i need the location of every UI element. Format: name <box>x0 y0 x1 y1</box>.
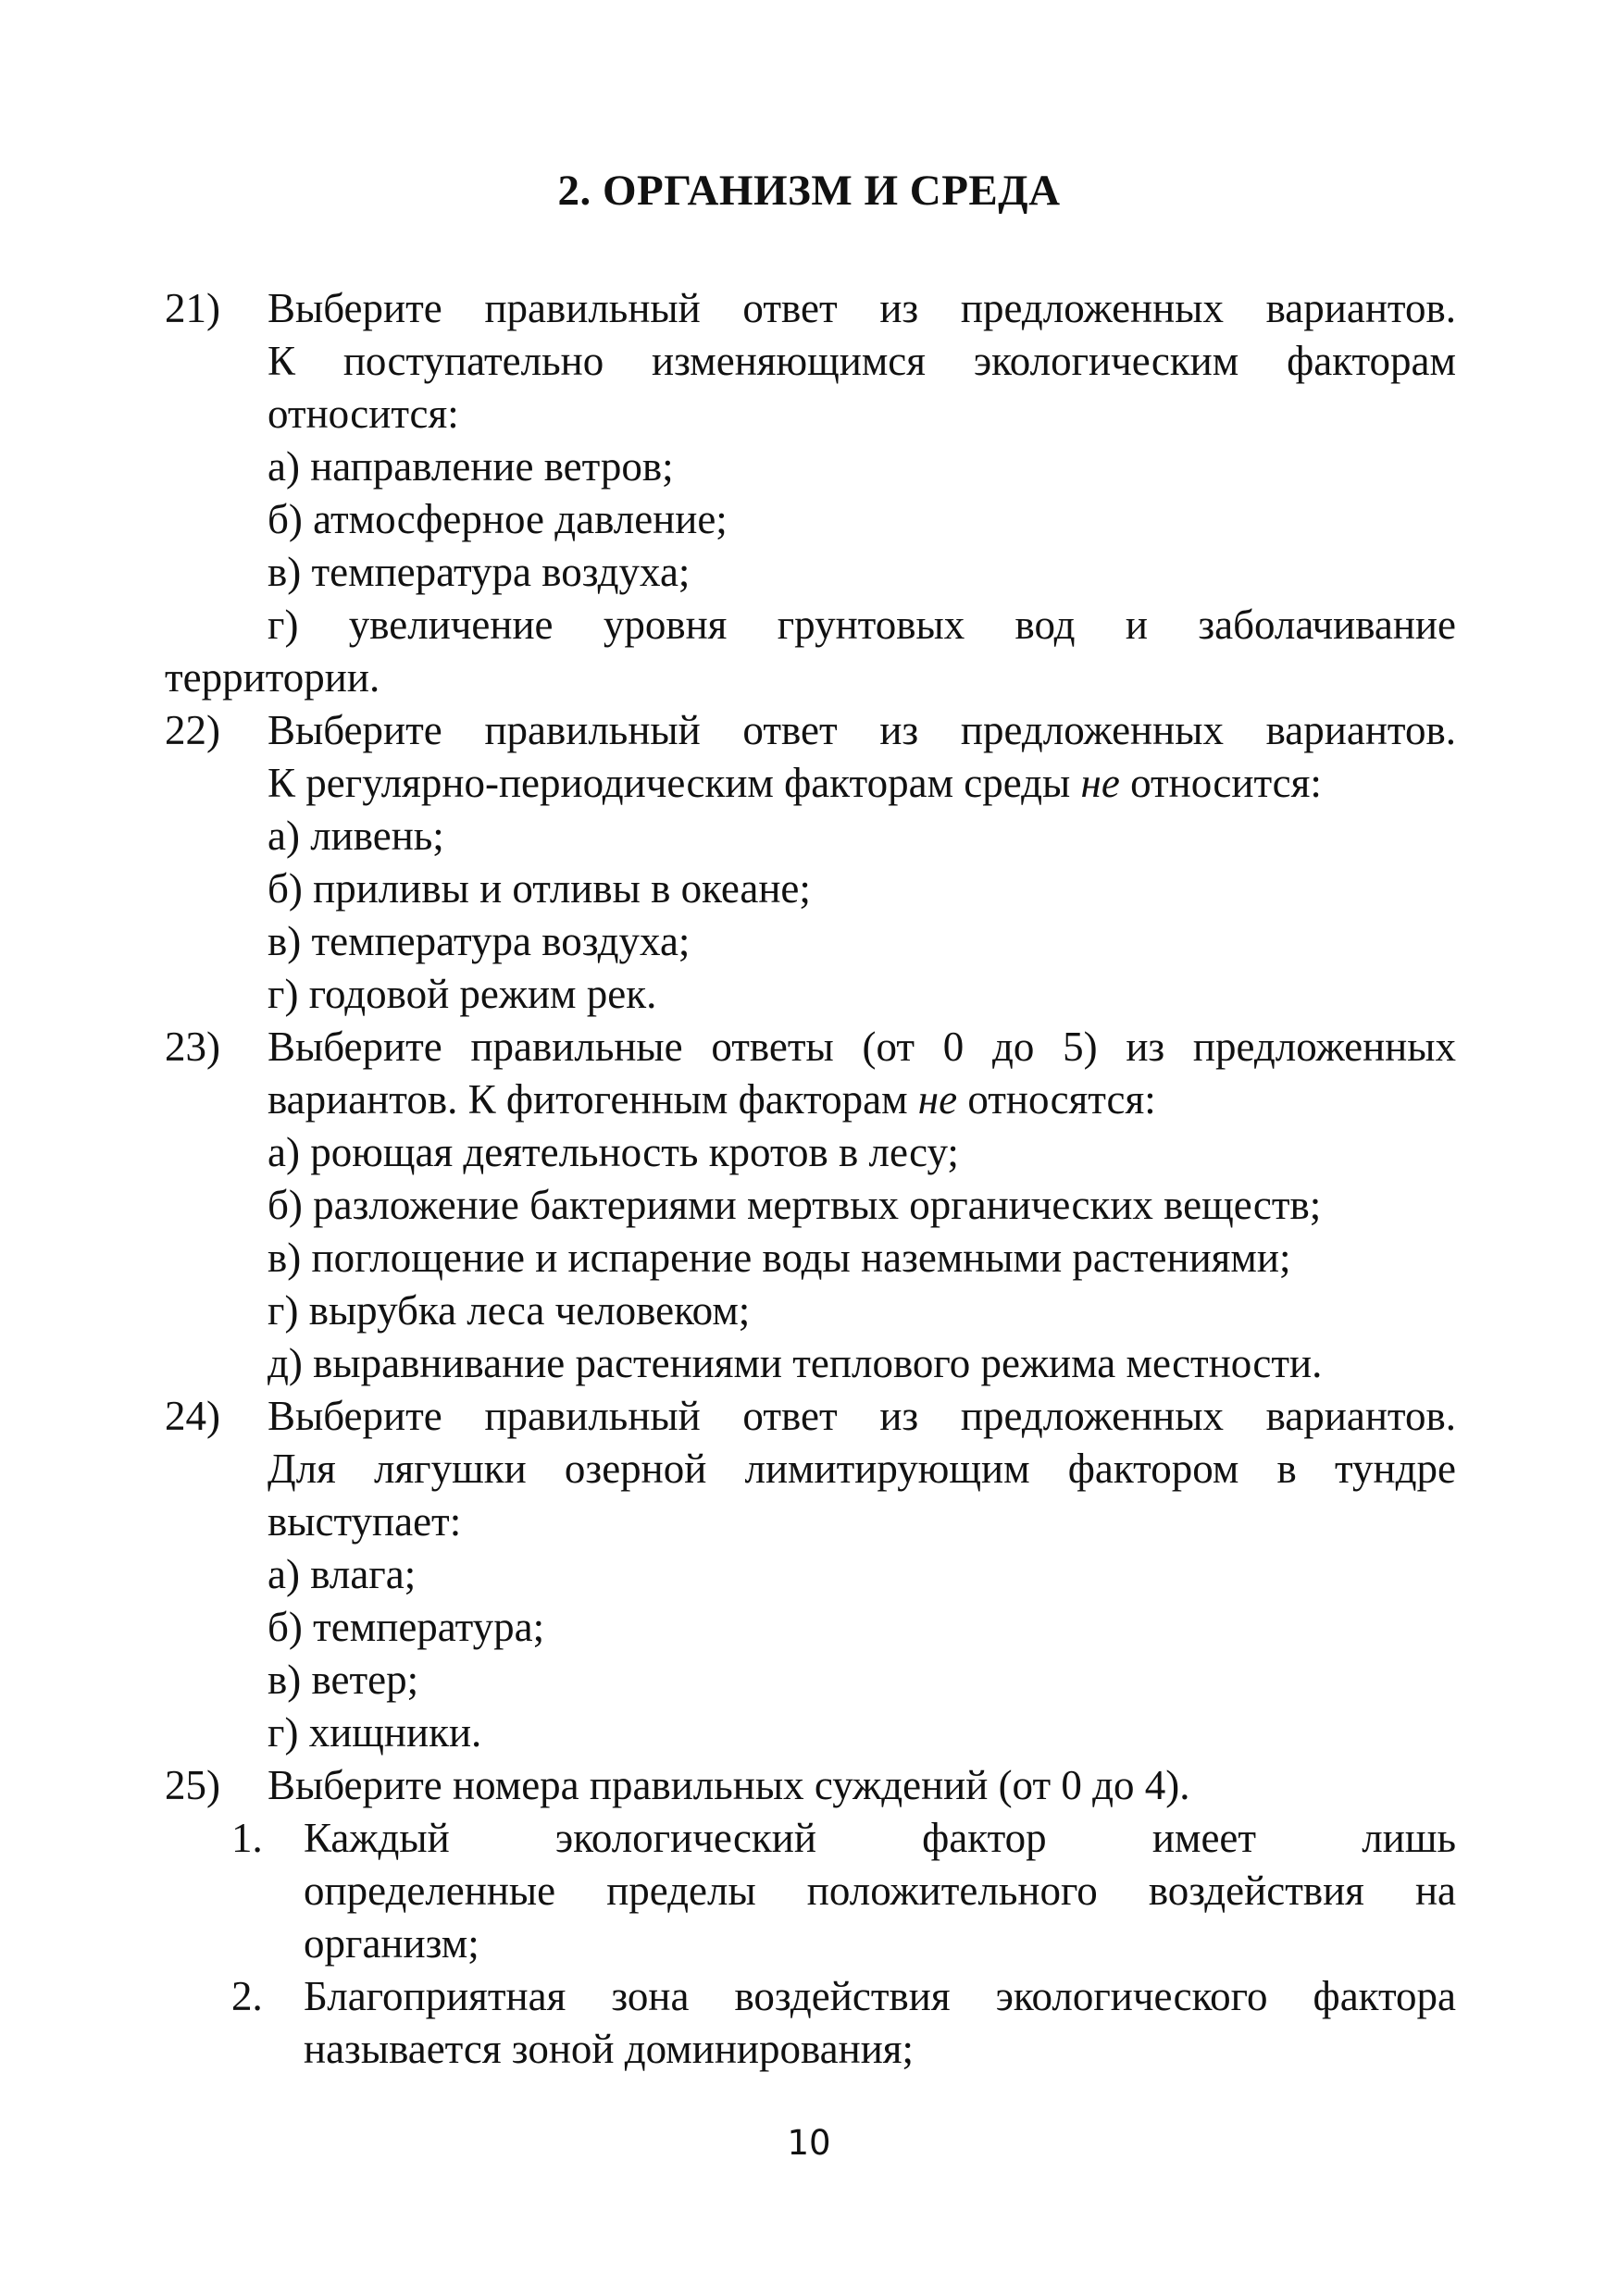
question-21 <box>165 282 1456 704</box>
question-text-line: Для лягушки озерной лимитирующим фактором в тундре <box>268 1446 1456 1492</box>
answer-option: г) хищники. <box>268 1709 482 1756</box>
answer-option: д) выравнивание растениями теплового режима местности. <box>268 1340 1323 1386</box>
question-text-line: Выберите правильные ответы (от 0 до 5) из предложенных <box>268 1024 1456 1070</box>
question-text-line: Выберите номера правильных суждений (от 0 до 4). <box>268 1762 1190 1808</box>
statement-line: организм; <box>304 1920 479 1967</box>
question-text-line: выступает: <box>268 1498 462 1545</box>
answer-option <box>165 599 1456 704</box>
statement-line: называется зоной доминирования; <box>304 2026 914 2072</box>
text-fragment: вариантов. К фитогенным факторам <box>268 1076 918 1123</box>
question-text-line: относится: <box>268 391 459 437</box>
text-fragment: К регулярно-периодическим факторам среды <box>268 760 1081 806</box>
answer-option: в) температура воздуха; <box>268 549 691 595</box>
answer-option: в) поглощение и испарение воды наземными растениями; <box>268 1235 1291 1281</box>
question-24 <box>165 1390 1456 1759</box>
page-number: 10 <box>787 2123 831 2163</box>
question-number: 24) <box>165 1393 220 1439</box>
numbered-statement-1 <box>165 1812 1456 1970</box>
question-23 <box>165 1021 1456 1390</box>
answer-option: г) вырубка леса человеком; <box>268 1287 751 1334</box>
statement-line: Благоприятная зона воздействия экологического фактора <box>304 1973 1456 2019</box>
answer-option: б) разложение бактериями мертвых органических веществ; <box>268 1182 1322 1228</box>
answer-option: в) ветер; <box>268 1657 419 1703</box>
section-title: 2. ОРГАНИЗМ И СРЕДА <box>557 167 1061 215</box>
numbered-statement-2 <box>165 1970 1456 2076</box>
answer-option: в) температура воздуха; <box>268 918 691 964</box>
question-text-line: Выберите правильный ответ из предложенных вариантов. <box>268 707 1456 753</box>
answer-option-first-line: г) увеличение уровня грунтовых вод и заболачивание <box>268 602 1456 648</box>
answer-option: а) направление ветров; <box>268 443 674 490</box>
answer-option: а) влага; <box>268 1551 417 1597</box>
answer-option: б) приливы и отливы в океане; <box>268 865 811 912</box>
emphasis-text: не <box>1080 760 1120 806</box>
question-text-line: К поступательно изменяющимся экологическим факторам <box>268 338 1456 384</box>
question-text-line: Выберите правильный ответ из предложенных вариантов. <box>268 1393 1456 1439</box>
question-number: 23) <box>165 1024 220 1070</box>
question-25 <box>165 1759 1456 2076</box>
answer-option: б) температура; <box>268 1604 545 1650</box>
question-number: 22) <box>165 707 220 753</box>
statement-number: 1. <box>231 1815 263 1861</box>
text-fragment: относятся: <box>957 1076 1156 1123</box>
question-number: 25) <box>165 1762 220 1808</box>
answer-option: а) ливень; <box>268 813 444 859</box>
answer-option: б) атмосферное давление; <box>268 496 728 542</box>
question-text-line: Выберите правильный ответ из предложенных вариантов. <box>268 285 1456 331</box>
answer-option-continuation: территории. <box>165 654 380 701</box>
statement-line: Каждый экологический фактор имеет лишь <box>304 1815 1456 1861</box>
question-text-line <box>268 1074 1456 1126</box>
question-list <box>165 282 1456 2076</box>
question-22 <box>165 704 1456 1021</box>
answer-option: а) роющая деятельность кротов в лесу; <box>268 1129 959 1175</box>
statement-number: 2. <box>231 1973 263 2019</box>
emphasis-text: не <box>917 1076 958 1123</box>
question-text-line <box>268 757 1456 810</box>
question-number: 21) <box>165 285 220 331</box>
statement-line: определенные пределы положительного воздействия на <box>304 1868 1456 1914</box>
answer-option: г) годовой режим рек. <box>268 971 657 1017</box>
text-fragment: относится: <box>1119 760 1322 806</box>
